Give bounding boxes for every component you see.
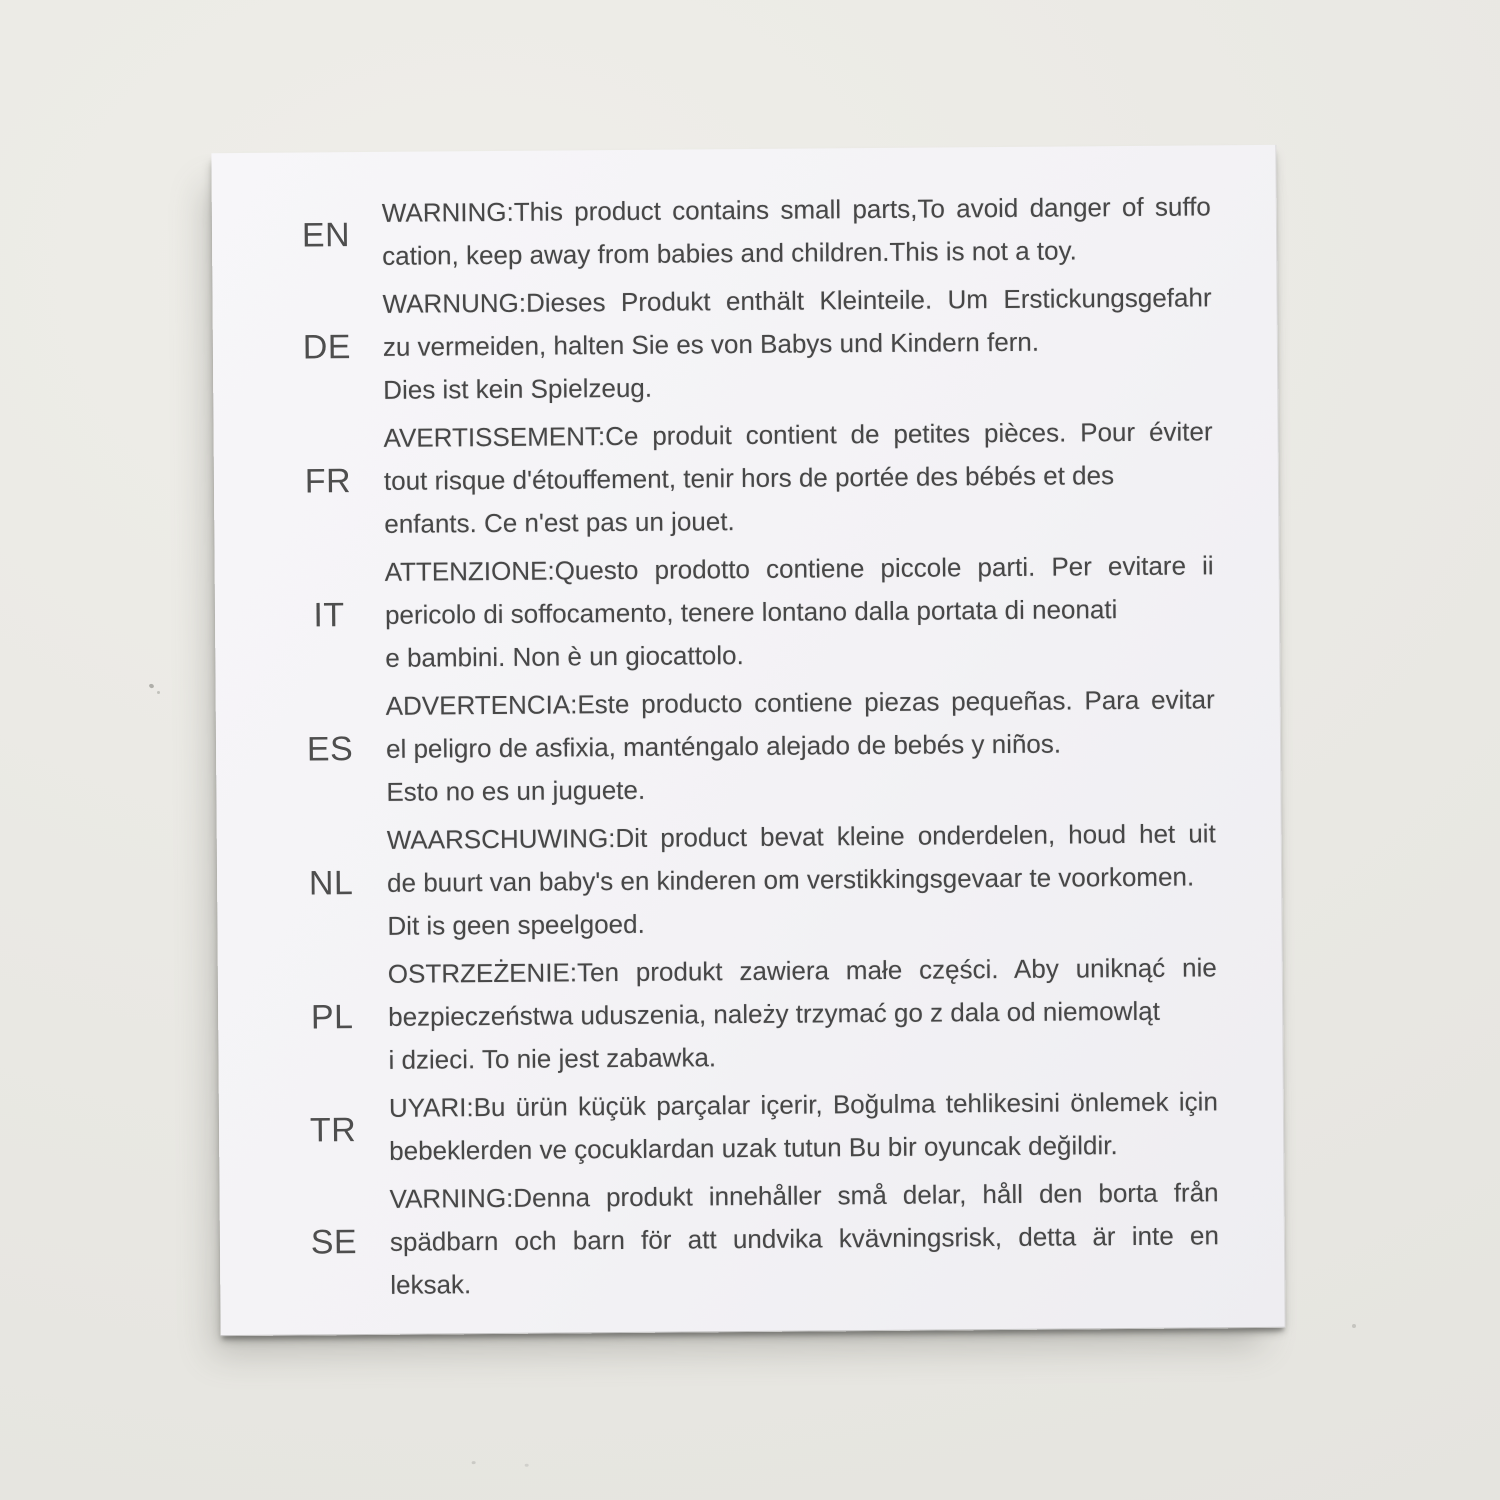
warning-line: WAARSCHUWING:Dit product bevat kleine onderdelen, houd het uit bbox=[386, 818, 1216, 855]
warning-line: pericolo di soffocamento, tenere lontano dalla portata di neonati bbox=[384, 594, 1118, 630]
warning-line: de buurt van baby's en kinderen om verstikkingsgevaar te voorkomen. bbox=[386, 861, 1195, 898]
language-block-se bbox=[219, 1171, 1219, 1308]
warning-line: WARNUNG:Dieses Produkt enthält Kleinteile. Um Erstickungsgefahr bbox=[382, 282, 1212, 319]
warning-text bbox=[383, 410, 1213, 546]
language-block-tr bbox=[219, 1080, 1219, 1174]
warning-line: bezpieczeństwa uduszenia, należy trzymać go z dala od niemowląt bbox=[388, 995, 1161, 1032]
warning-line: cation, keep away from babies and children.This is not a toy. bbox=[382, 235, 1077, 271]
warning-line: UYARI:Bu ürün küçük parçalar içerir, Boğulma tehlikesini önlemek için bbox=[388, 1086, 1218, 1123]
warning-line: spädbarn och barn för att undvika kvävningsrisk, detta är inte en bbox=[389, 1220, 1220, 1257]
language-code: NL bbox=[308, 864, 354, 903]
warning-line: tout risque d'étouffement, tenir hors de portée des bébés et des bbox=[383, 460, 1115, 496]
warning-line: AVERTISSEMENT:Ce produit contient de petites pièces. Pour éviter bbox=[383, 416, 1213, 453]
warning-line: enfants. Ce n'est pas un jouet. bbox=[384, 506, 735, 539]
warning-line: leksak. bbox=[390, 1269, 472, 1300]
language-block-pl bbox=[218, 946, 1218, 1083]
warning-line: Dies ist kein Spielzeug. bbox=[383, 372, 653, 405]
language-block-it bbox=[215, 544, 1215, 681]
warning-line: zu vermeiden, halten Sie es von Babys und Kindern fern. bbox=[382, 326, 1040, 362]
warning-line: ADVERTENCIA:Este producto contiene piezas pequeñas. Para evitar bbox=[385, 684, 1215, 721]
warning-line: Esto no es un juguete. bbox=[386, 774, 646, 807]
warning-line: bebeklerden ve çocuklardan uzak tutun Bu bir oyuncak değildir. bbox=[389, 1130, 1118, 1166]
language-code: ES bbox=[306, 730, 354, 769]
paper-speck bbox=[525, 1464, 529, 1467]
language-block-en bbox=[212, 185, 1212, 279]
warning-text bbox=[382, 185, 1212, 278]
warning-line: ATTENZIONE:Questo prodotto contiene piccole parti. Per evitare ii bbox=[384, 550, 1214, 587]
dust-speck bbox=[148, 683, 154, 689]
warning-text bbox=[389, 1171, 1219, 1307]
dust-speck bbox=[1352, 1324, 1356, 1328]
language-code: PL bbox=[310, 998, 354, 1037]
language-block-es bbox=[216, 678, 1216, 815]
language-code: TR bbox=[309, 1110, 357, 1149]
language-code: SE bbox=[310, 1223, 358, 1262]
warning-line: OSTRZEŻENIE:Ten produkt zawiera małe części. Aby uniknąć nie bbox=[387, 952, 1217, 989]
warning-line: VARNING:Denna produkt innehåller små delar, håll den borta från bbox=[389, 1177, 1219, 1214]
warning-line: Dit is geen speelgoed. bbox=[387, 908, 645, 941]
warning-blocks bbox=[212, 185, 1220, 1308]
warning-label-paper bbox=[211, 145, 1285, 1336]
warning-text bbox=[387, 812, 1217, 948]
language-code: FR bbox=[304, 462, 352, 501]
warning-text bbox=[382, 276, 1212, 412]
paper-speck bbox=[472, 1461, 476, 1464]
warning-line: WARNING:This product contains small parts,To avoid danger of suffo bbox=[381, 191, 1211, 228]
language-code: IT bbox=[313, 596, 345, 635]
warning-text bbox=[388, 946, 1218, 1082]
warning-text bbox=[386, 678, 1216, 814]
warning-text bbox=[384, 544, 1214, 680]
language-code: EN bbox=[301, 215, 351, 254]
language-block-nl bbox=[217, 812, 1217, 949]
language-block-de bbox=[212, 276, 1212, 413]
warning-line: i dzieci. To nie jest zabawka. bbox=[388, 1042, 717, 1075]
warning-line: el peligro de asfixia, manténgalo alejado de bebés y niños. bbox=[385, 728, 1062, 764]
dust-speck bbox=[157, 691, 160, 694]
language-block-fr bbox=[213, 410, 1213, 547]
warning-text bbox=[389, 1080, 1219, 1173]
warning-line: e bambini. Non è un giocattolo. bbox=[385, 640, 744, 673]
language-code: DE bbox=[302, 328, 352, 367]
